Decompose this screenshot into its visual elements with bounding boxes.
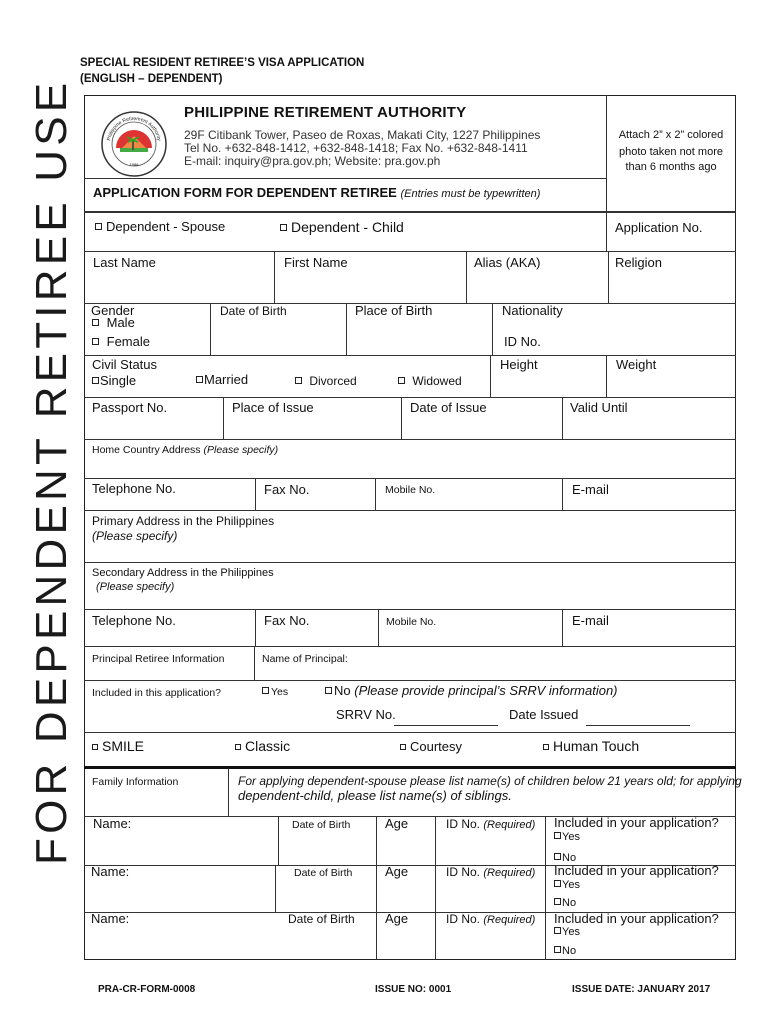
home-address-text: Home Country Address bbox=[92, 444, 201, 456]
family-id-text: ID No. bbox=[446, 912, 481, 926]
family-included-label: Included in your application? bbox=[554, 815, 719, 830]
family-dob-label: Date of Birth bbox=[288, 912, 355, 926]
form-title bbox=[93, 186, 540, 201]
family-instructions-1: For applying dependent-spouse please list name(s) of children below 21 years old; for applying bbox=[238, 774, 742, 788]
pra-logo bbox=[100, 110, 168, 178]
gender-male-option[interactable] bbox=[92, 316, 135, 330]
gender-male-label: Male bbox=[106, 315, 135, 330]
side-label: FOR DEPENDENT RETIREE USE bbox=[27, 78, 76, 865]
secondary-address-label: Secondary Address in the Philippines bbox=[92, 567, 274, 579]
family-no-label: No bbox=[562, 897, 577, 909]
pob-label: Place of Birth bbox=[355, 303, 433, 318]
family-age-label: Age bbox=[385, 864, 409, 879]
photo-line-2: photo taken not more bbox=[619, 146, 723, 158]
included-no-note: (Please provide principal’s SRRV information) bbox=[354, 683, 618, 698]
family-no-option[interactable] bbox=[554, 944, 576, 958]
date-issued-label: Date Issued bbox=[509, 707, 579, 722]
family-included-label: Included in your application? bbox=[554, 863, 719, 878]
secondary-address-note: (Please specify) bbox=[96, 581, 175, 593]
footer-issue-date: ISSUE DATE: JANUARY 2017 bbox=[572, 984, 711, 995]
family-yes-label: Yes bbox=[562, 926, 580, 938]
family-yes-label: Yes bbox=[562, 879, 580, 891]
family-name-label: Name: bbox=[91, 911, 130, 926]
nationality-label: Nationality bbox=[502, 303, 563, 318]
logo-text: Philippine Retirement Authority bbox=[106, 115, 162, 142]
civil-status-label: Civil Status bbox=[92, 357, 158, 372]
gender-label: Gender bbox=[91, 303, 135, 318]
family-id-text: ID No. bbox=[446, 817, 481, 831]
checkbox[interactable] bbox=[95, 223, 102, 230]
principal-info-label: Principal Retiree Information bbox=[92, 653, 225, 665]
checkbox[interactable] bbox=[295, 377, 302, 384]
logo-year: 1986 bbox=[129, 162, 139, 167]
family-id-required: (Required) bbox=[483, 867, 536, 879]
checkbox[interactable] bbox=[400, 744, 406, 750]
family-included-label: Included in your application? bbox=[554, 911, 719, 926]
dependent-spouse-label: Dependent - Spouse bbox=[106, 219, 226, 234]
visa-courtesy-label: Courtesy bbox=[410, 739, 463, 754]
passport-no-label: Passport No. bbox=[92, 400, 168, 415]
family-yes-option[interactable] bbox=[554, 878, 580, 892]
alias-label: Alias (AKA) bbox=[474, 255, 541, 270]
checkbox[interactable] bbox=[280, 224, 287, 231]
gender-female-option[interactable] bbox=[92, 335, 150, 349]
family-yes-label: Yes bbox=[562, 831, 580, 843]
telephone-2-label: Telephone No. bbox=[92, 613, 176, 628]
id-no-label: ID No. bbox=[504, 334, 541, 349]
primary-address-label: Primary Address in the Philippines bbox=[92, 514, 275, 528]
srrv-no-label: SRRV No. bbox=[336, 707, 396, 722]
fax-label: Fax No. bbox=[264, 482, 310, 497]
footer-form-code: PRA-CR-FORM-0008 bbox=[98, 984, 196, 995]
form-header bbox=[80, 55, 364, 87]
civil-married-label: Married bbox=[204, 372, 249, 387]
dependent-spouse-option[interactable] bbox=[95, 220, 225, 234]
checkbox[interactable] bbox=[554, 927, 561, 934]
fax-2-label: Fax No. bbox=[264, 613, 310, 628]
included-question: Included in this application? bbox=[92, 687, 222, 699]
checkbox[interactable] bbox=[398, 377, 405, 384]
checkbox[interactable] bbox=[554, 853, 561, 860]
application-no-label: Application No. bbox=[615, 220, 703, 235]
checkbox[interactable] bbox=[554, 898, 561, 905]
visa-courtesy-option[interactable] bbox=[400, 740, 462, 754]
home-address-label bbox=[92, 443, 278, 457]
primary-address-note: (Please specify) bbox=[92, 529, 178, 543]
dob-label: Date of Birth bbox=[220, 304, 287, 318]
mobile-label: Mobile No. bbox=[385, 484, 436, 496]
header-line-1: SPECIAL RESIDENT RETIREE’S VISA APPLICATION bbox=[80, 57, 365, 69]
civil-single-label: Single bbox=[100, 373, 137, 388]
included-yes-label: Yes bbox=[271, 686, 289, 698]
family-no-option[interactable] bbox=[554, 896, 576, 910]
civil-divorced-option[interactable] bbox=[295, 374, 357, 388]
checkbox[interactable] bbox=[325, 687, 332, 694]
org-name: PHILIPPINE RETIREMENT AUTHORITY bbox=[184, 104, 467, 121]
included-no-label: No bbox=[334, 683, 351, 698]
checkbox[interactable] bbox=[92, 319, 99, 326]
visa-smile-option[interactable] bbox=[92, 739, 144, 753]
civil-divorced-label: Divorced bbox=[309, 374, 357, 388]
family-no-label: No bbox=[562, 852, 577, 864]
religion-label: Religion bbox=[615, 255, 662, 270]
checkbox[interactable] bbox=[235, 744, 241, 750]
civil-widowed-option[interactable] bbox=[398, 374, 462, 388]
checkbox[interactable] bbox=[554, 832, 561, 839]
valid-until-label: Valid Until bbox=[570, 400, 628, 415]
included-yes-option[interactable] bbox=[262, 685, 288, 699]
family-id-label bbox=[446, 817, 535, 832]
family-id-label bbox=[446, 912, 535, 927]
principal-name-label: Name of Principal: bbox=[262, 653, 348, 665]
family-id-required: (Required) bbox=[483, 819, 536, 831]
place-of-issue-label: Place of Issue bbox=[232, 400, 314, 415]
family-id-label bbox=[446, 865, 535, 880]
visa-smile-label: SMILE bbox=[102, 738, 145, 754]
visa-classic-label: Classic bbox=[245, 738, 291, 754]
family-dob-label: Date of Birth bbox=[292, 819, 351, 831]
visa-classic-option[interactable] bbox=[235, 739, 290, 753]
org-email: E-mail: inquiry@pra.gov.ph; Website: pra.gov.ph bbox=[184, 154, 441, 168]
weight-label: Weight bbox=[616, 357, 657, 372]
email-label: E-mail bbox=[572, 482, 609, 497]
footer-issue-no: ISSUE NO: 0001 bbox=[375, 984, 452, 995]
org-address: 29F Citibank Tower, Paseo de Roxas, Makati City, 1227 Philippines bbox=[184, 128, 541, 142]
photo-line-3: than 6 months ago bbox=[625, 161, 717, 173]
civil-widowed-label: Widowed bbox=[412, 374, 462, 388]
form-title-text: APPLICATION FORM FOR DEPENDENT RETIREE bbox=[93, 185, 397, 200]
mobile-2-label: Mobile No. bbox=[386, 616, 437, 628]
dependent-child-option[interactable] bbox=[280, 220, 404, 234]
family-no-label: No bbox=[562, 945, 577, 957]
family-info-label: Family Information bbox=[92, 776, 179, 788]
checkbox[interactable] bbox=[262, 687, 269, 694]
last-name-label: Last Name bbox=[93, 255, 156, 270]
checkbox[interactable] bbox=[92, 338, 99, 345]
org-tel: Tel No. +632-848-1412, +632-848-1418; Fax No. +632-848-1411 bbox=[184, 141, 528, 155]
visa-human-touch-label: Human Touch bbox=[553, 738, 640, 754]
date-of-issue-label: Date of Issue bbox=[410, 400, 487, 415]
checkbox[interactable] bbox=[554, 880, 561, 887]
family-id-text: ID No. bbox=[446, 865, 481, 879]
photo-line-1: Attach 2” x 2” colored bbox=[618, 129, 724, 141]
family-id-required: (Required) bbox=[483, 914, 536, 926]
checkbox[interactable] bbox=[554, 946, 561, 953]
included-no-option[interactable] bbox=[325, 684, 618, 698]
home-address-note: (Please specify) bbox=[203, 444, 279, 456]
family-name-label: Name: bbox=[91, 864, 130, 879]
first-name-label: First Name bbox=[284, 255, 348, 270]
form-title-note: (Entries must be typewritten) bbox=[400, 188, 541, 200]
telephone-label: Telephone No. bbox=[92, 481, 176, 496]
gender-female-label: Female bbox=[106, 334, 150, 349]
civil-single-option[interactable] bbox=[92, 374, 136, 388]
checkbox[interactable] bbox=[92, 377, 99, 384]
dependent-child-label: Dependent - Child bbox=[291, 219, 404, 235]
family-instructions-2: dependent-child, please list name(s) of siblings. bbox=[238, 788, 512, 803]
checkbox[interactable] bbox=[196, 376, 203, 383]
civil-married-option[interactable] bbox=[196, 373, 248, 387]
family-yes-option[interactable] bbox=[554, 925, 580, 939]
email-2-label: E-mail bbox=[572, 613, 609, 628]
header-line-2: (ENGLISH – DEPENDENT) bbox=[80, 73, 223, 85]
family-name-label: Name: bbox=[93, 816, 132, 831]
family-dob-label: Date of Birth bbox=[294, 867, 353, 879]
checkbox[interactable] bbox=[92, 744, 98, 750]
height-label: Height bbox=[500, 357, 538, 372]
checkbox[interactable] bbox=[543, 744, 549, 750]
family-age-label: Age bbox=[385, 816, 409, 831]
family-yes-option[interactable] bbox=[554, 830, 580, 844]
visa-human-touch-option[interactable] bbox=[543, 739, 639, 753]
family-age-label: Age bbox=[385, 911, 409, 926]
